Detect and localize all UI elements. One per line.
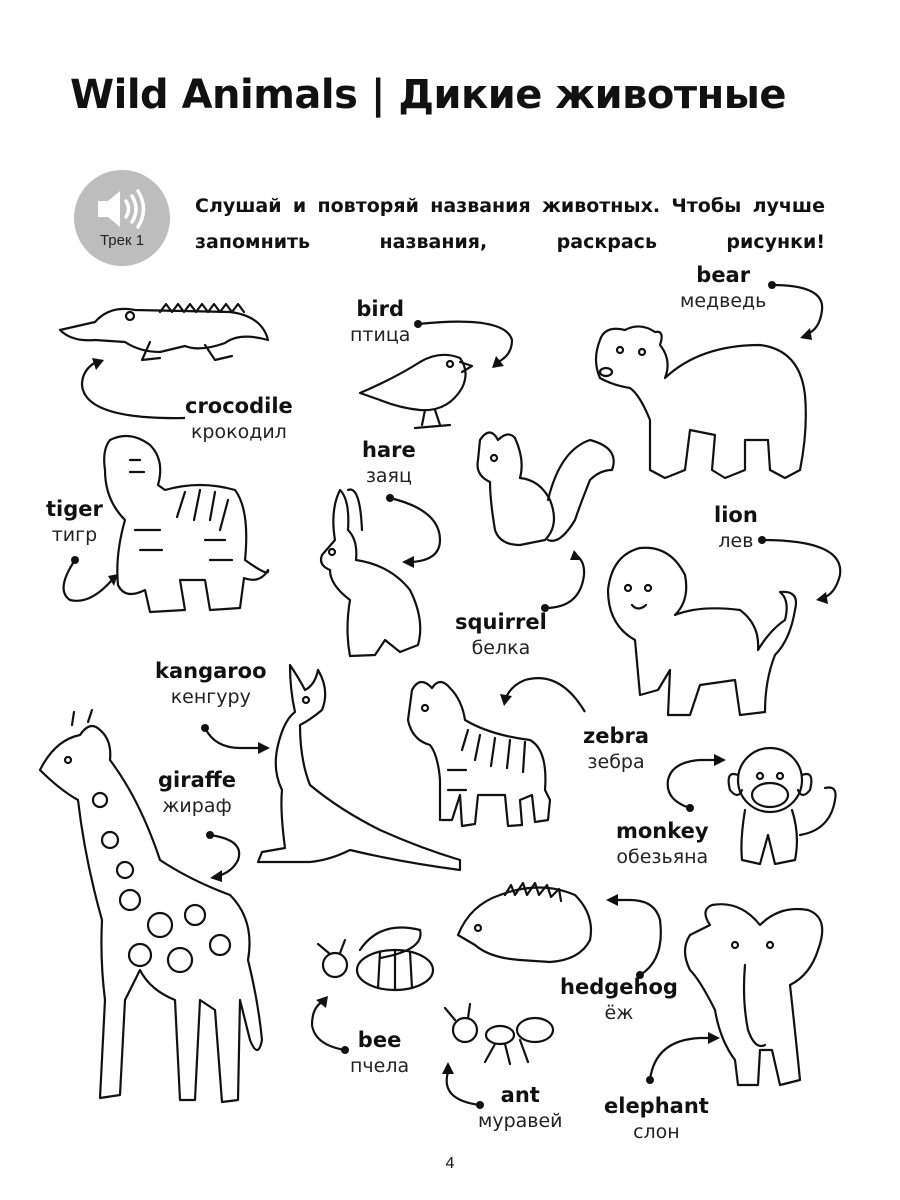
label-hedgehog-ru: ёж: [604, 1002, 634, 1024]
instruction-text: Слушай и повторяй названия животных. Чтобы лучше запомнить названия, раскрась рисунки!: [195, 195, 825, 253]
label-crocodile: [185, 393, 293, 445]
label-tiger: [46, 496, 103, 548]
label-lion-en: lion: [714, 503, 758, 527]
monkey-illustration: [729, 748, 836, 864]
label-hedgehog-en: hedgehog: [560, 975, 678, 999]
ant-illustration: [445, 1004, 553, 1064]
label-bee-ru: пчела: [350, 1055, 410, 1077]
label-squirrel-en: squirrel: [455, 610, 547, 634]
label-zebra-ru: зебра: [587, 751, 645, 773]
label-bee: [350, 1027, 409, 1079]
label-bee-en: bee: [357, 1028, 402, 1052]
label-elephant: [604, 1093, 709, 1145]
label-elephant-en: elephant: [604, 1094, 709, 1118]
bear-illustration: [596, 326, 806, 478]
label-lion: [714, 502, 758, 554]
label-bear-en: bear: [696, 263, 751, 287]
label-giraffe-en: giraffe: [158, 768, 237, 792]
label-hedgehog: [560, 974, 678, 1026]
hedgehog-illustration: [458, 883, 591, 962]
label-crocodile-ru: крокодил: [190, 421, 287, 443]
label-lion-ru: лев: [718, 530, 754, 552]
label-bear-ru: медведь: [680, 290, 767, 312]
label-bird-ru: птица: [350, 324, 411, 346]
track-label: Трек 1: [99, 232, 145, 249]
label-elephant-ru: слон: [633, 1121, 680, 1143]
label-monkey-en: monkey: [616, 819, 709, 843]
label-giraffe-ru: жираф: [162, 795, 232, 817]
page-title: Wild Animals | Дикие животные: [70, 72, 787, 118]
page-number: 4: [445, 1155, 455, 1172]
zebra-illustration: [408, 682, 550, 826]
label-zebra: [583, 723, 649, 775]
lion-illustration: [608, 548, 796, 715]
tiger-illustration: [104, 436, 268, 612]
label-ant: [478, 1082, 563, 1134]
label-bird: [350, 296, 410, 348]
label-kangaroo-ru: кенгуру: [170, 686, 251, 708]
crocodile-illustration: [60, 304, 268, 360]
label-squirrel-ru: белка: [471, 637, 531, 659]
kangaroo-illustration: [258, 665, 460, 870]
squirrel-illustration: [478, 433, 614, 546]
label-hare-en: hare: [362, 438, 416, 462]
label-kangaroo-en: kangaroo: [155, 659, 267, 683]
elephant-illustration: [685, 904, 822, 1085]
label-giraffe: [158, 767, 236, 819]
label-ant-ru: муравей: [478, 1110, 563, 1132]
label-hare-ru: заяц: [365, 465, 412, 487]
label-monkey-ru: обезьяна: [616, 846, 709, 868]
label-monkey: [616, 818, 709, 870]
bee-illustration: [318, 928, 433, 991]
label-tiger-ru: тигр: [51, 524, 98, 546]
label-zebra-en: zebra: [583, 724, 650, 748]
label-squirrel: [455, 609, 547, 661]
bird-illustration: [360, 355, 472, 428]
label-crocodile-en: crocodile: [185, 394, 293, 418]
label-bird-en: bird: [356, 297, 405, 321]
label-hare: [362, 437, 416, 489]
label-bear: [680, 262, 766, 314]
hare-illustration: [321, 490, 420, 657]
label-kangaroo: [155, 658, 267, 710]
label-tiger-en: tiger: [46, 497, 103, 521]
label-ant-en: ant: [500, 1083, 540, 1107]
